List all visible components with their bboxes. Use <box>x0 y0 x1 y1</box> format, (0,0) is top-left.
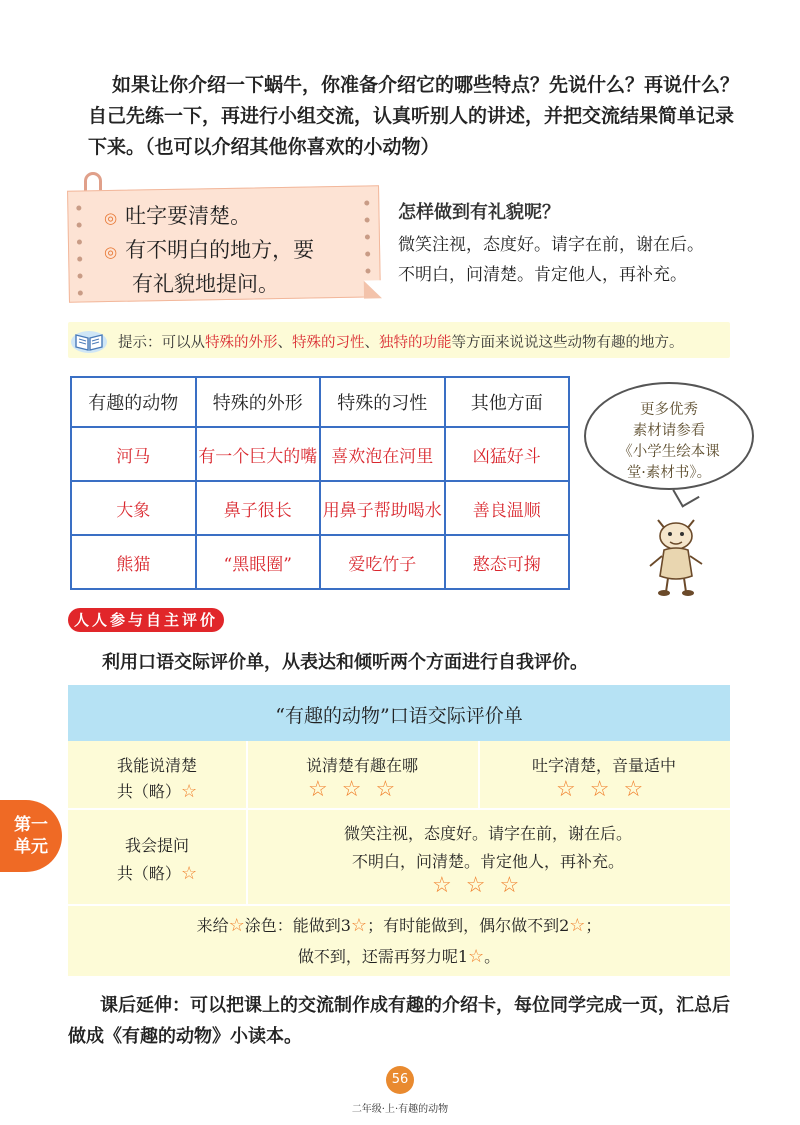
row1-label: 我能说清楚 <box>116 756 197 775</box>
page-number: 56 <box>386 1066 414 1094</box>
table-header: 有趣的动物 <box>71 377 196 427</box>
extension-text: 课后延伸：可以把课上的交流制作成有趣的介绍卡，每位同学完成一页，汇总后做成《有趣的动物》小读本。 <box>68 995 730 1047</box>
star-icon: ☆ <box>468 946 485 967</box>
star-rating[interactable]: ☆☆☆ <box>556 777 658 802</box>
tip-text: 提示：可以从特殊的外形、特殊的习性、独特的功能等方面来说说这些动物有趣的地方。 <box>118 335 684 351</box>
table-cell: 凶猛好斗 <box>445 427 570 481</box>
note-item: ◎ 吐字要清楚。 <box>104 204 252 228</box>
unit-tab: 第一 单元 <box>0 800 62 872</box>
page-footer-caption: 二年级·上·有趣的动物 <box>351 1104 449 1115</box>
eval-table <box>68 741 730 976</box>
bullet-icon: ◎ <box>104 209 118 227</box>
table-header: 特殊的习性 <box>320 377 445 427</box>
star-rating[interactable]: ☆☆☆ <box>432 873 534 898</box>
table-row <box>71 535 569 589</box>
legend-line2: 做不到，还需再努力呢1☆。 <box>297 946 501 967</box>
intro-text: 如果让你介绍一下蜗牛，你准备介绍它的哪些特点？先说什么？再说什么？自己先练一下，再进行小组交流，认真听别人的讲述，并把交流结果简单记录下来。（也可以介绍其他你喜欢的小动物） <box>88 74 740 158</box>
table-row <box>71 427 569 481</box>
animal-table <box>70 376 570 590</box>
cartoon-creature-icon <box>636 506 716 598</box>
row1-criterion-b: 吐字清楚，音量适中 <box>531 756 676 775</box>
star-icon: ☆ <box>228 915 245 936</box>
section-header: 人人参与自主评价 <box>68 608 224 632</box>
table-header: 特殊的外形 <box>196 377 321 427</box>
table-cell: 河马 <box>71 427 196 481</box>
card-holes-left <box>76 205 84 295</box>
table-cell: 用鼻子帮助喝水 <box>320 481 445 535</box>
eval-title: “有趣的动物”口语交际评价单 <box>275 705 523 727</box>
note-list <box>104 200 364 300</box>
star-rating[interactable]: ☆☆☆ <box>308 777 410 802</box>
table-cell: 喜欢泡在河里 <box>320 427 445 481</box>
row1-criterion-a: 说清楚有趣在哪 <box>305 756 418 775</box>
card-fold <box>364 280 382 298</box>
note-item: ◎ 有不明白的地方，要 <box>104 238 315 262</box>
extension-paragraph <box>68 990 738 1052</box>
table-cell: 善良温顺 <box>445 481 570 535</box>
bubble-text: 更多优秀 素材请参看 《小学生绘本课 堂·素材书》。 <box>618 402 720 481</box>
section-desc: 利用口语交际评价单，从表达和倾听两个方面进行自我评价。 <box>102 652 588 673</box>
star-icon: ☆ <box>350 915 368 936</box>
star-icon: ☆ <box>569 915 586 936</box>
note-item-cont: 有礼貌地提问。 <box>132 272 279 296</box>
table-cell: 爱吃竹子 <box>320 535 445 589</box>
polite-title: 怎样做到有礼貌呢？ <box>398 202 560 223</box>
polite-body: 微笑注视，态度好。请字在前，谢在后。 不明白，问清楚。肯定他人，再补充。 <box>398 235 704 285</box>
star-icon: ☆ <box>180 781 198 802</box>
legend-line1: 来给☆涂色：能做到3☆；有时能做到，偶尔做不到2☆； <box>196 915 602 936</box>
table-cell: 鼻子很长 <box>196 481 321 535</box>
row2-line2: 不明白，问清楚。肯定他人，再补充。 <box>351 852 624 871</box>
row2-sub: 共（略）☆ <box>116 863 198 884</box>
table-header: 其他方面 <box>445 377 570 427</box>
card-holes-right <box>364 200 372 290</box>
table-header-row <box>71 377 569 427</box>
intro-paragraph <box>88 70 748 163</box>
row2-line1: 微笑注视，态度好。请字在前，谢在后。 <box>343 824 632 843</box>
table-cell: 熊猫 <box>71 535 196 589</box>
row1-sub: 共（略）☆ <box>116 781 198 802</box>
table-cell: 大象 <box>71 481 196 535</box>
row2-label: 我会提问 <box>124 836 189 855</box>
open-book-icon <box>70 326 108 354</box>
table-cell: 有一个巨大的嘴 <box>196 427 321 481</box>
table-cell: 憨态可掬 <box>445 535 570 589</box>
table-row <box>71 481 569 535</box>
star-icon: ☆ <box>180 863 198 884</box>
table-cell: “黑眼圈” <box>196 535 321 589</box>
bullet-icon: ◎ <box>104 243 118 261</box>
